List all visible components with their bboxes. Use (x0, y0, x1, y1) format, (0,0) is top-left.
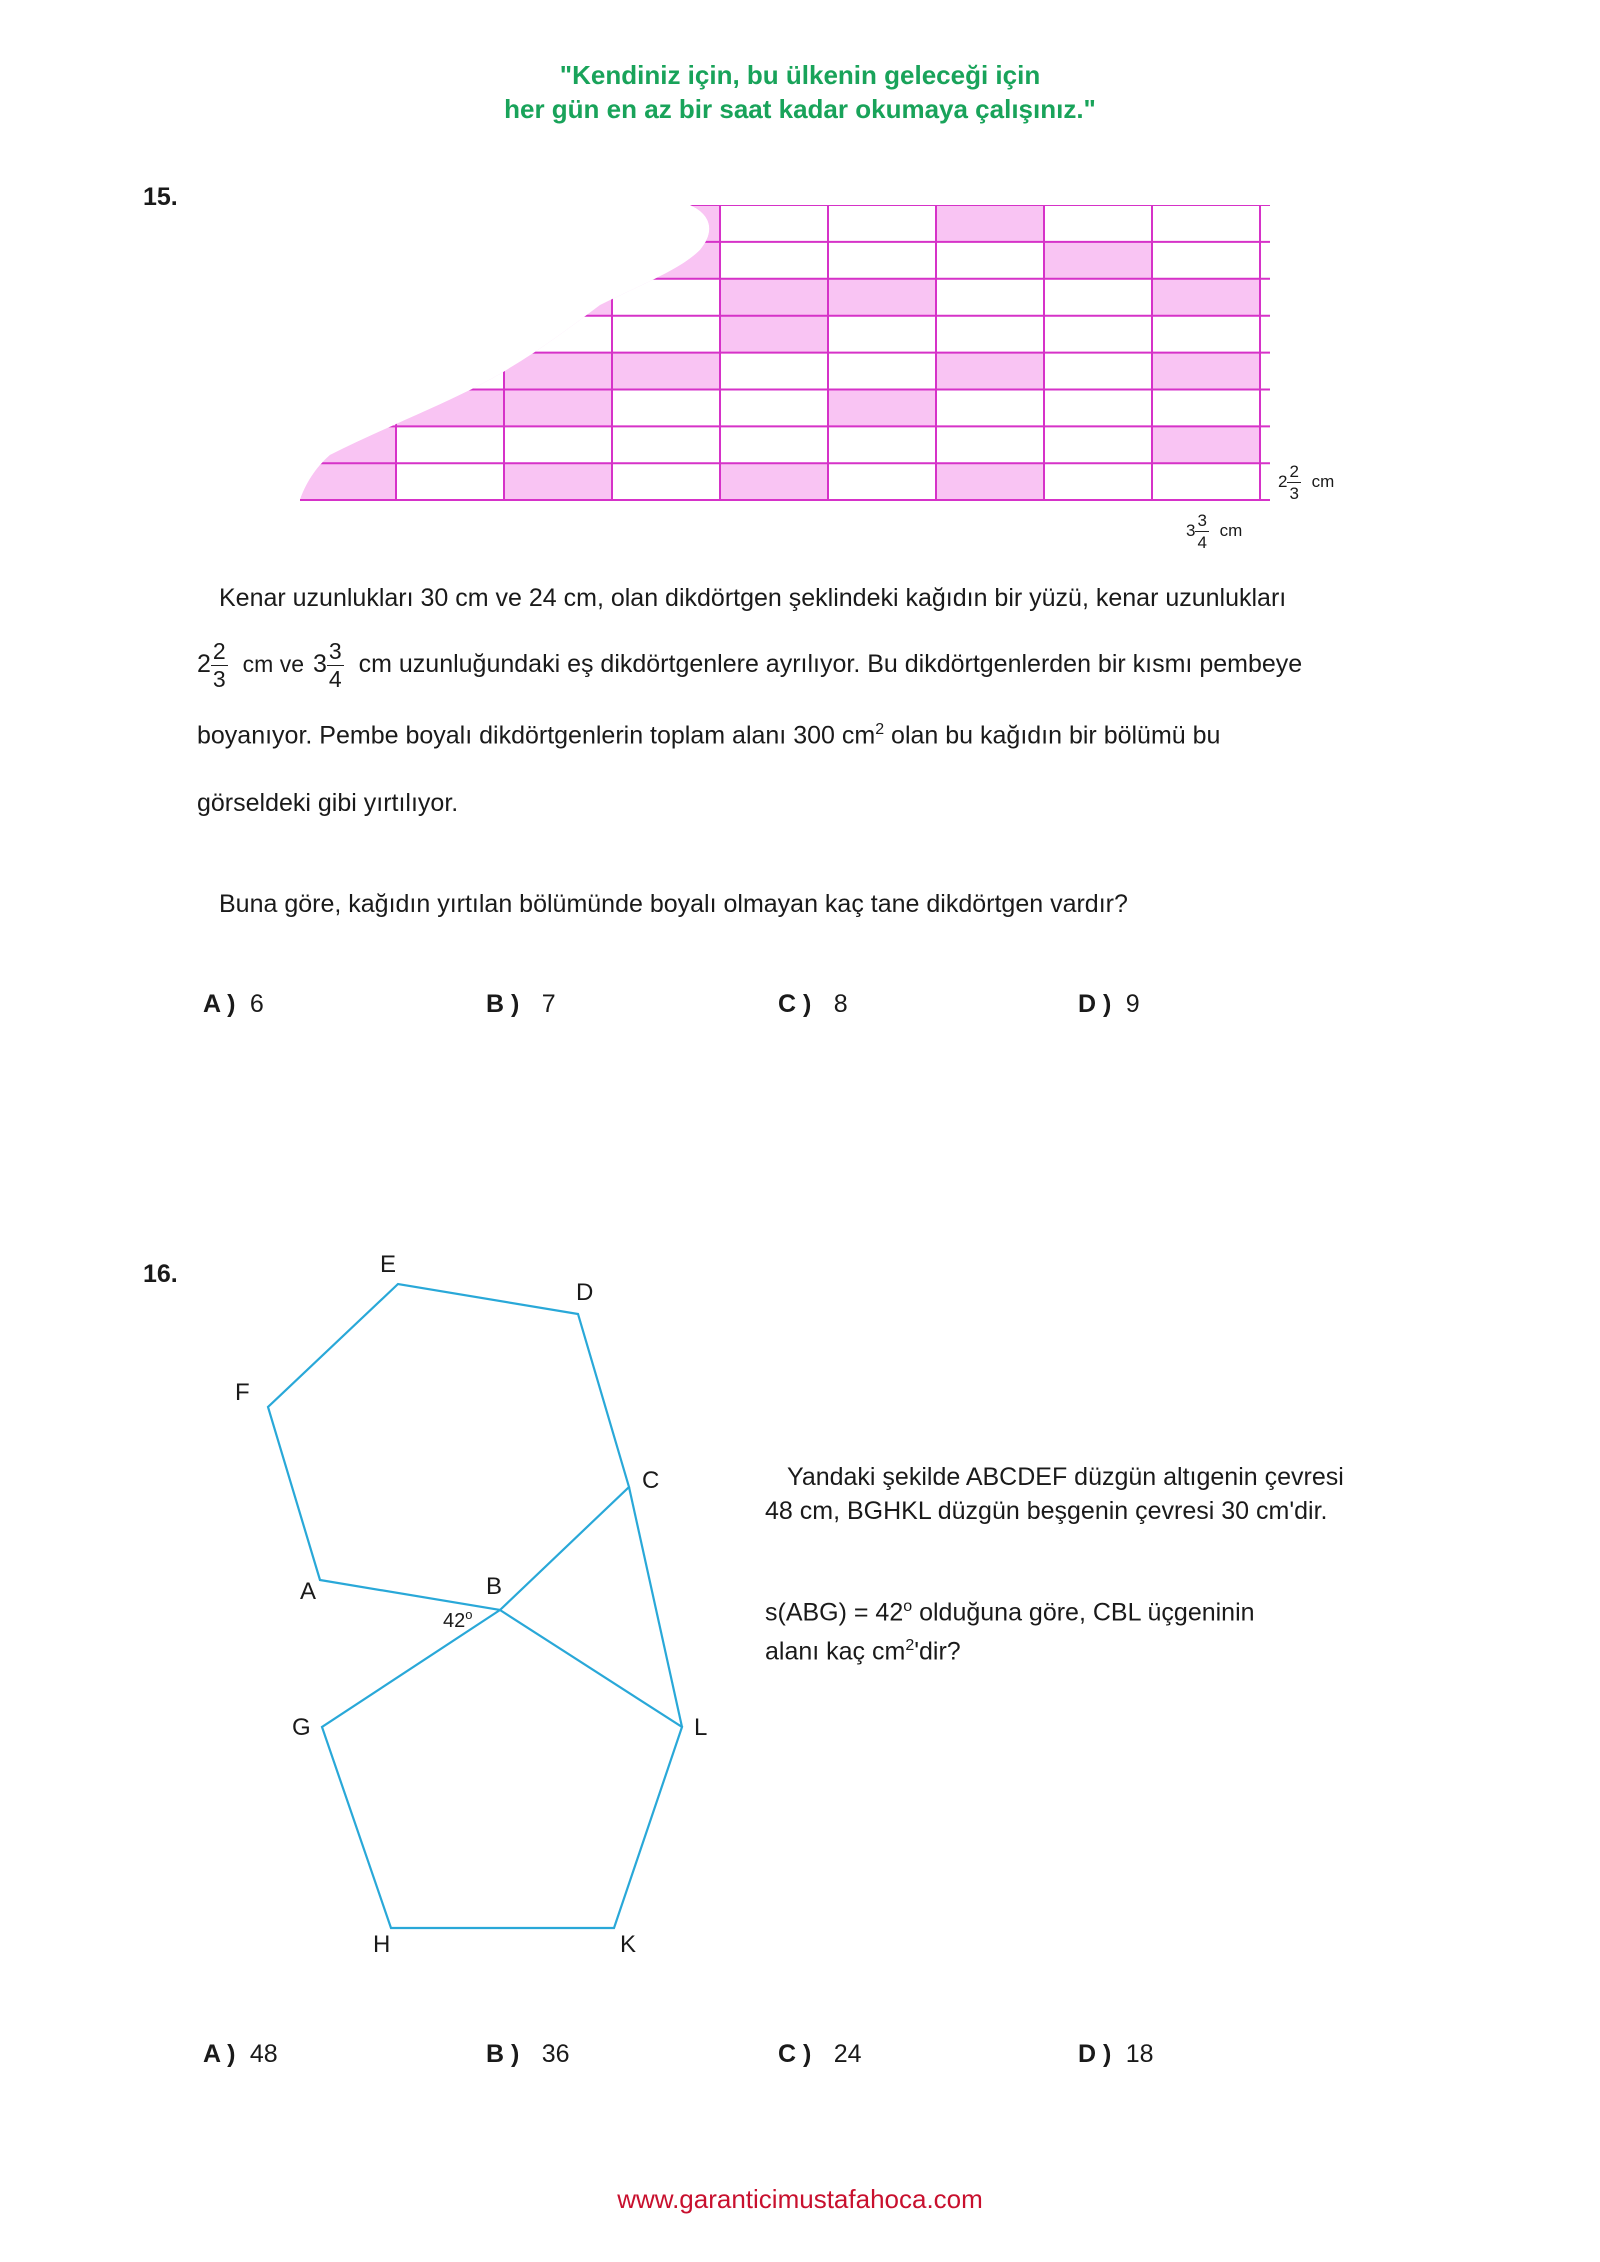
grid-cell-white (1044, 426, 1152, 463)
q15-line-1: Kenar uzunlukları 30 cm ve 24 cm, olan dikdörtgen şeklindeki kağıdın bir yüzü, kenar uzunlukları (219, 584, 1287, 612)
grid-cell-white (828, 242, 936, 279)
text3-sup: o (903, 1598, 913, 1615)
grid-cell-white (504, 426, 612, 463)
grid-cell-white (1152, 463, 1260, 500)
grid-cell-white (720, 205, 828, 242)
option-letter: C ) (778, 990, 812, 1018)
grid-cell-white (1152, 205, 1260, 242)
height-unit: cm (1311, 471, 1335, 491)
grid-cell-white (612, 316, 720, 353)
grid-cell-pink (612, 353, 720, 390)
width-den: 4 (1197, 533, 1207, 552)
grid-cell-pink (1152, 353, 1260, 390)
height-whole: 2 (1278, 471, 1288, 491)
fraction1-den: 3 (212, 666, 226, 692)
angle-degree: o (465, 1607, 473, 1622)
fraction1-whole: 2 (197, 650, 211, 679)
grid-cell-pink (290, 426, 396, 463)
height-dimension-label (1278, 463, 1334, 502)
grid-cell-white (612, 279, 720, 316)
grid-cell-white (936, 390, 1044, 427)
option-letter: B ) (486, 2040, 520, 2068)
grid-cell-white (290, 353, 396, 390)
point-label-c: C (642, 1467, 660, 1494)
grid-cell-pink (936, 205, 1044, 242)
q15-line-3 (197, 721, 1220, 750)
text3-post: olduğuna göre, CBL üçgeninin (912, 1598, 1255, 1627)
option-letter: A ) (203, 990, 236, 1018)
line2-rest: cm uzunluğundaki eş dikdörtgenlere ayrılıyor. Bu dikdörtgenlerden bir kısmı pembeye (358, 650, 1303, 679)
grid-cell-white (396, 353, 504, 390)
grid-cell-white (720, 242, 828, 279)
fraction2-whole: 3 (312, 650, 327, 679)
grid-cell-white (720, 390, 828, 427)
grid-cell-white (612, 426, 720, 463)
header-quote (0, 58, 1600, 126)
line3-sup: 2 (875, 721, 885, 738)
grid-cell-pink (936, 463, 1044, 500)
torn-grid-figure (290, 200, 1310, 510)
quote-line-2: her gün en az bir saat kadar okumaya çalışınız." (504, 94, 1096, 124)
grid-cell-pink (504, 390, 612, 427)
width-fraction (1195, 512, 1208, 551)
width-unit: cm (1219, 520, 1243, 540)
grid-cell-white (396, 463, 504, 500)
q15-option-a[interactable] (203, 990, 264, 1019)
point-label-a: A (300, 1578, 317, 1605)
text4-sup: 2 (905, 1637, 915, 1654)
option-value: 6 (249, 990, 264, 1018)
grid-cell-pink (720, 463, 828, 500)
option-value: 18 (1125, 2040, 1154, 2068)
q16-option-b[interactable] (486, 2040, 570, 2069)
grid-cell-pink (612, 242, 720, 279)
height-num: 2 (1289, 462, 1299, 481)
angle-label-abg (443, 1607, 472, 1632)
grid-cell-white (936, 426, 1044, 463)
fraction2-den: 4 (328, 666, 342, 692)
point-label-g: G (292, 1714, 311, 1741)
point-label-b: B (486, 1573, 503, 1600)
option-letter: D ) (1078, 2040, 1112, 2068)
width-whole: 3 (1186, 520, 1196, 540)
text4-pre: alanı kaç cm (765, 1637, 906, 1666)
option-value: 9 (1125, 990, 1140, 1018)
width-num: 3 (1197, 511, 1207, 530)
q16-option-c[interactable] (778, 2040, 862, 2069)
grid-cell-white (1152, 242, 1260, 279)
grid-cell-pink (1152, 426, 1260, 463)
q15-question: Buna göre, kağıdın yırtılan bölümünde boyalı olmayan kaç tane dikdörtgen vardır? (219, 890, 1128, 918)
line2-mid: cm ve (242, 651, 304, 678)
q16-text-4 (765, 1637, 961, 1666)
grid-cell-white (828, 463, 936, 500)
option-value: 48 (249, 2040, 278, 2068)
grid-cell-white (1152, 390, 1260, 427)
grid-cell-pink (612, 205, 720, 242)
text4-post: 'dir? (914, 1637, 961, 1666)
point-label-d: D (576, 1279, 594, 1306)
grid-cell-white (828, 316, 936, 353)
grid-cell-white (936, 279, 1044, 316)
q15-option-c[interactable] (778, 990, 848, 1019)
option-letter: C ) (778, 2040, 812, 2068)
grid-cell-pink (720, 316, 828, 353)
q15-option-b[interactable] (486, 990, 556, 1019)
grid-cell-white (1044, 316, 1152, 353)
grid-cell-white (720, 353, 828, 390)
grid-cell-white (396, 316, 504, 353)
grid-cell-white (936, 316, 1044, 353)
grid-cell-white (828, 353, 936, 390)
q15-line-4: görseldeki gibi yırtılıyor. (197, 789, 459, 817)
grid-cell-white (1044, 390, 1152, 427)
question-16-number: 16. (143, 1260, 178, 1288)
fraction1-num: 2 (212, 638, 226, 664)
grid-cell-pink (290, 463, 396, 500)
grid-cell-pink (828, 279, 936, 316)
fraction-3-3-4 (327, 640, 344, 691)
point-label-l: L (694, 1714, 708, 1741)
q16-option-a[interactable] (203, 2040, 278, 2069)
question-15-number: 15. (143, 183, 178, 211)
line3-pre: boyanıyor. Pembe boyalı dikdörtgenlerin toplam alanı 300 cm (197, 721, 876, 750)
grid-cell-pink (504, 463, 612, 500)
grid-cell-pink (720, 279, 828, 316)
q16-text-3 (765, 1598, 1255, 1627)
grid-cell-white (720, 426, 828, 463)
fraction2-num: 3 (328, 638, 342, 664)
q15-option-d[interactable] (1078, 990, 1140, 1019)
text3-pre: s(ABG) = 42 (765, 1598, 904, 1627)
grid-cell-pink (828, 390, 936, 427)
footer-url[interactable]: www.garanticimustafahoca.com (617, 2184, 983, 2214)
grid-cell-white (1044, 463, 1152, 500)
fraction-2-2-3 (211, 640, 228, 691)
grid-cell-white (396, 426, 504, 463)
grid-cell-white (612, 463, 720, 500)
grid-cell-white (1044, 279, 1152, 316)
option-value: 36 (541, 2040, 570, 2068)
point-label-h: H (373, 1931, 391, 1958)
grid-cell-white (936, 242, 1044, 279)
option-letter: B ) (486, 990, 520, 1018)
line3-post: olan bu kağıdın bir bölümü bu (891, 721, 1221, 750)
grid-cell-pink (936, 353, 1044, 390)
grid-cell-white (612, 390, 720, 427)
point-label-f: F (235, 1379, 250, 1406)
hexagon-abcdef (268, 1284, 629, 1610)
grid-cell-pink (396, 390, 504, 427)
grid-cell-white (290, 390, 396, 427)
width-dimension-label (1186, 512, 1242, 551)
grid-cell-white (1044, 205, 1152, 242)
grid-cell-white (1152, 316, 1260, 353)
option-value: 24 (833, 2040, 862, 2068)
angle-value: 42 (443, 1610, 466, 1632)
option-letter: D ) (1078, 990, 1112, 1018)
q16-text-1: Yandaki şekilde ABCDEF düzgün altıgenin çevresi (787, 1463, 1344, 1491)
height-den: 3 (1289, 484, 1299, 503)
point-label-e: E (380, 1251, 397, 1278)
polygon-figure (220, 1240, 740, 1980)
grid-cell-white (828, 205, 936, 242)
grid-cell-white (828, 426, 936, 463)
option-letter: A ) (203, 2040, 236, 2068)
q16-option-d[interactable] (1078, 2040, 1154, 2069)
grid-cell-white (290, 316, 396, 353)
q16-text-2: 48 cm, BGHKL düzgün beşgenin çevresi 30 cm'dir. (765, 1497, 1328, 1525)
grid-cell-pink (1152, 279, 1260, 316)
segment-cl (629, 1487, 682, 1727)
grid-cell-white (1044, 353, 1152, 390)
q15-line-2 (197, 640, 1302, 691)
quote-line-1: "Kendiniz için, bu ülkenin geleceği için (559, 60, 1041, 90)
height-fraction (1287, 463, 1300, 502)
point-label-k: K (620, 1931, 637, 1958)
grid-cell-pink (1044, 242, 1152, 279)
pentagon-bghkl (322, 1610, 682, 1928)
grid-cell-pink (504, 353, 612, 390)
grid-cell-white (504, 316, 612, 353)
option-value: 8 (833, 990, 848, 1018)
option-value: 7 (541, 990, 556, 1018)
